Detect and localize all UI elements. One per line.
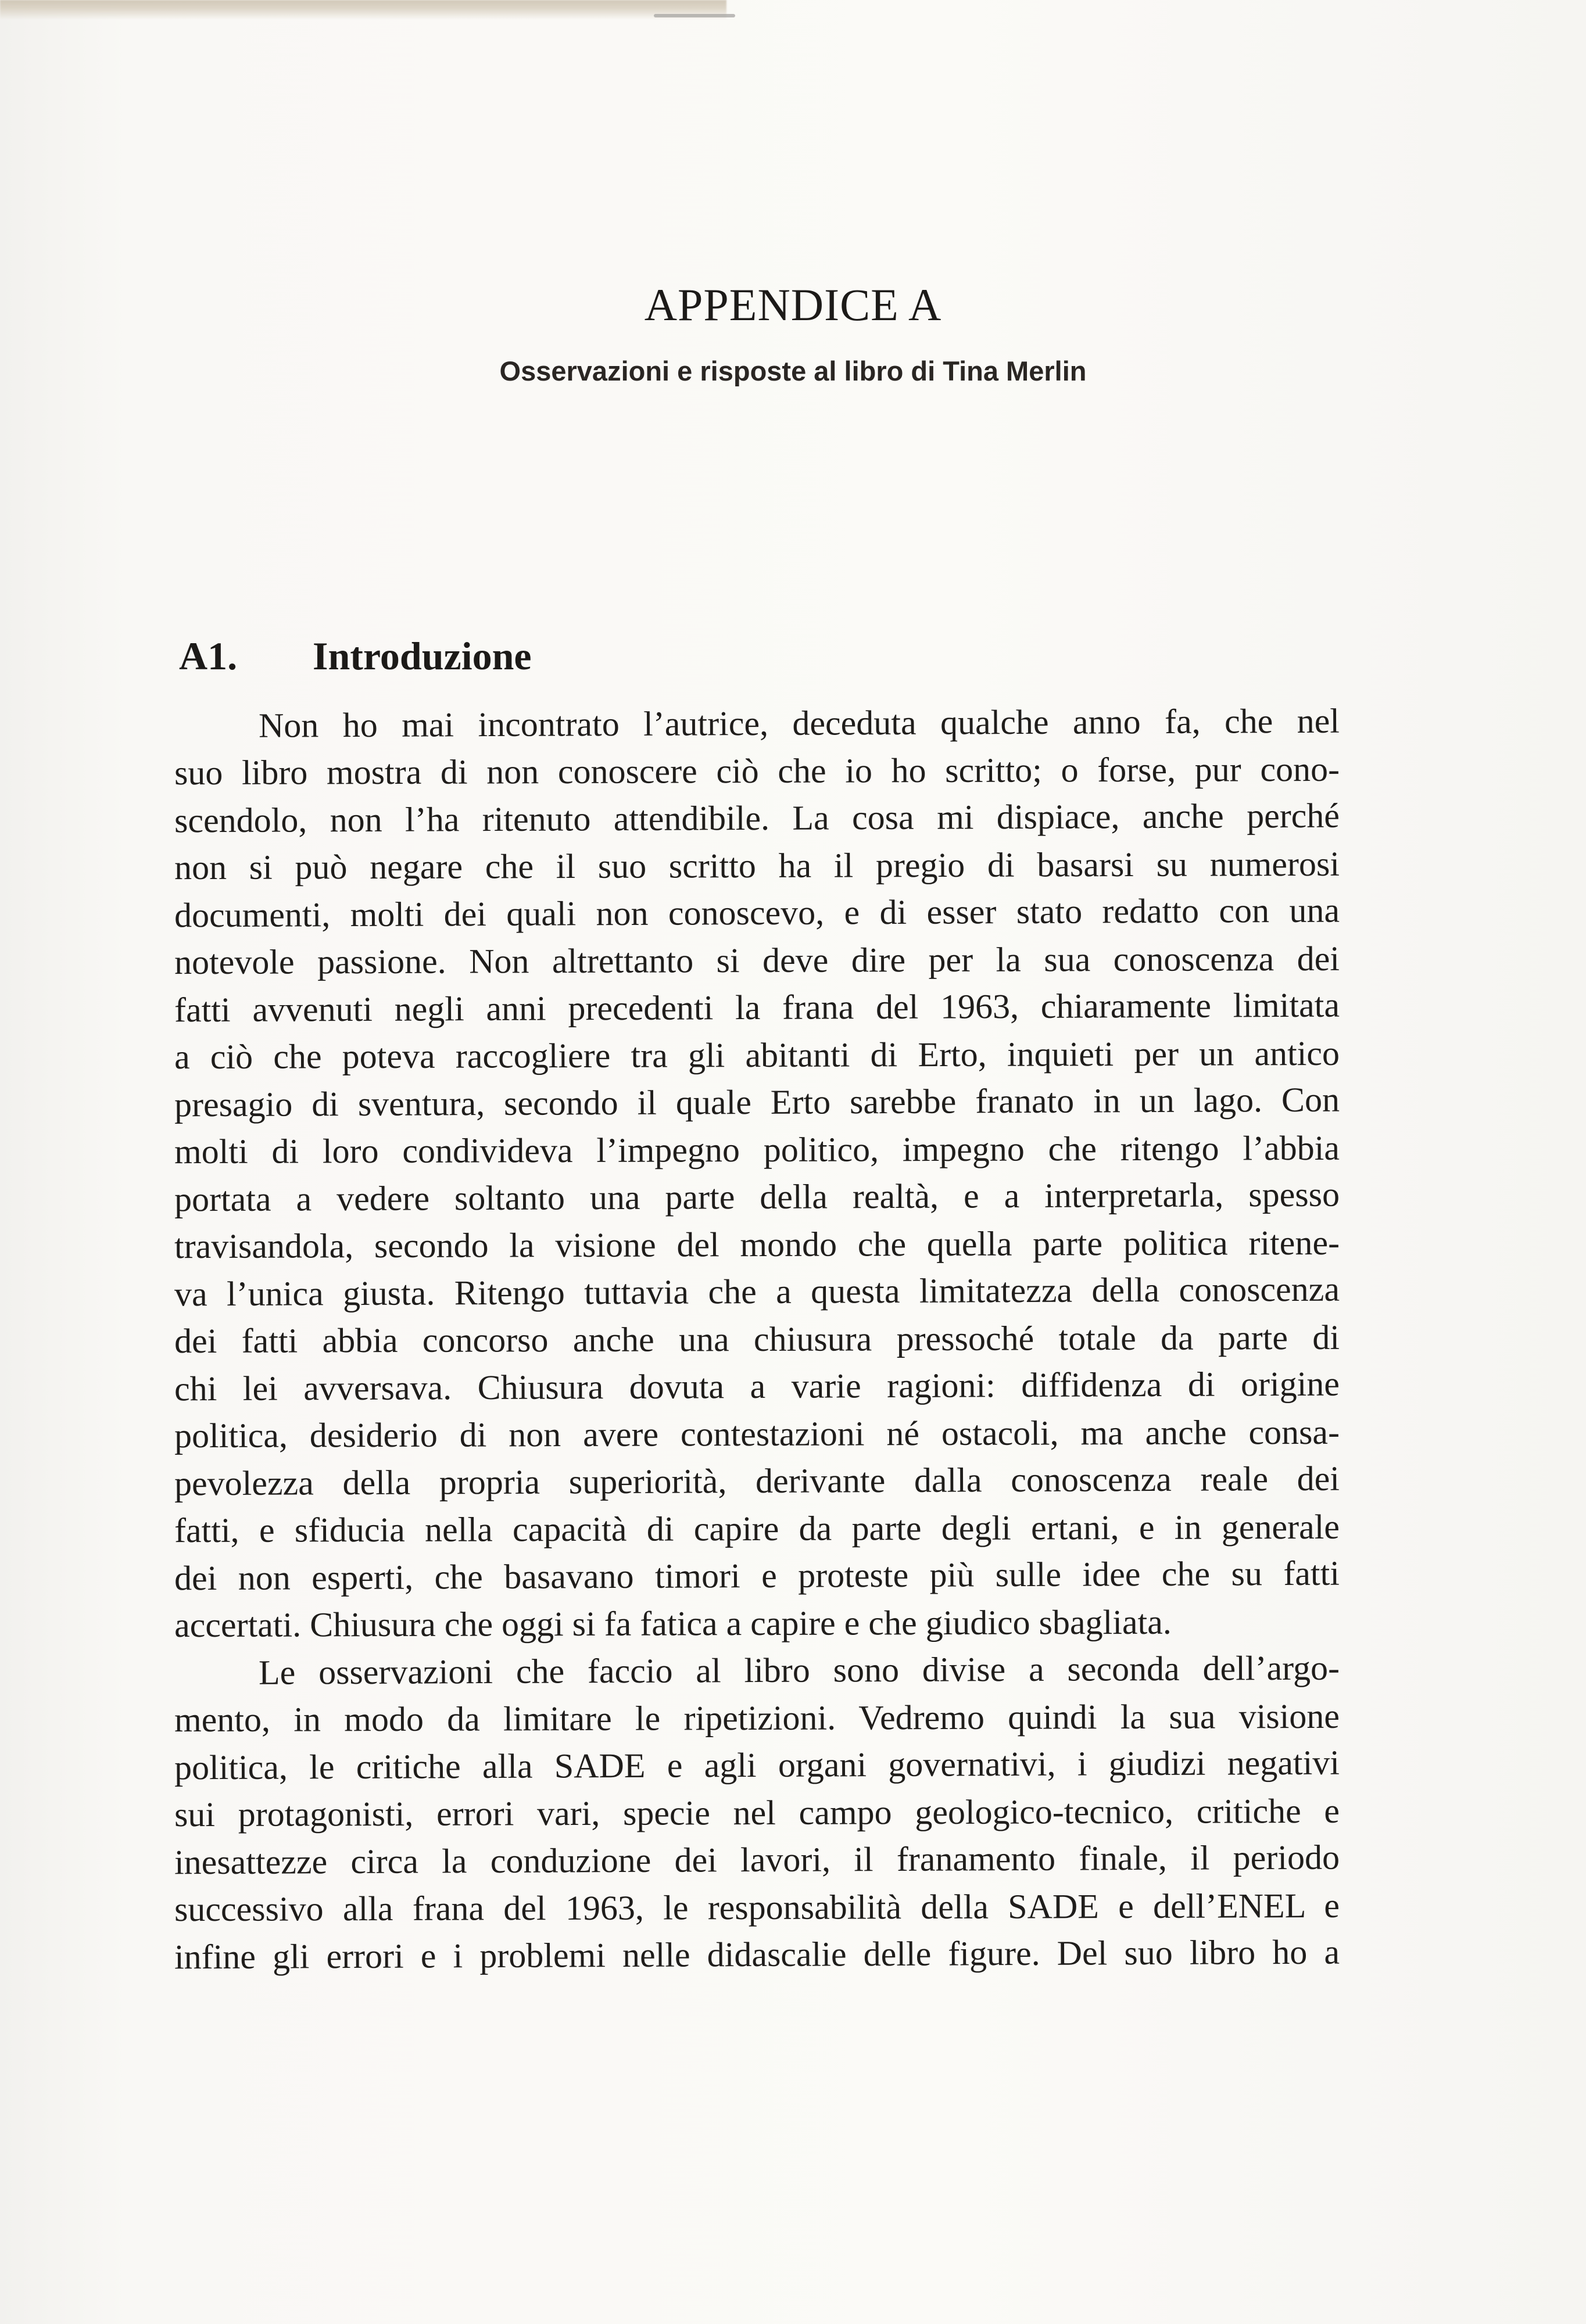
body-line: dei fatti abbia concorso anche una chiusura pressoché totale da parte di bbox=[174, 1318, 1340, 1360]
body-line: presagio di sventura, secondo il quale Erto sarebbe franato in un lago. Con bbox=[174, 1080, 1340, 1124]
appendix-title: APPENDICE A bbox=[644, 279, 942, 330]
body-line: notevole passione. Non altrettanto si deve dire per la sua conoscenza dei bbox=[174, 939, 1340, 981]
body-line: pevolezza della propria superiorità, derivante dalla conoscenza reale dei bbox=[174, 1459, 1340, 1503]
body-line: a ciò che poteva raccogliere tra gli abitanti di Erto, inquieti per un antico bbox=[174, 1034, 1340, 1076]
body-line: politica, le critiche alla SADE e agli organi governativi, i giudizi negativi bbox=[174, 1743, 1340, 1787]
body-line: va l’unica giusta. Ritengo tuttavia che a questa limitatezza della conoscenza bbox=[174, 1269, 1340, 1314]
body-line: Le osservazioni che faccio al libro sono divise a seconda dell’argo- bbox=[258, 1648, 1340, 1692]
section-title: Introduzione bbox=[313, 634, 532, 678]
body-line: non si può negare che il suo scritto ha il pregio di basarsi su numerosi bbox=[174, 844, 1340, 887]
appendix-subtitle: Osservazioni e risposte al libro di Tina Merlin bbox=[499, 356, 1087, 386]
body-line: travisandola, secondo la visione del mondo che quella parte politica ritene- bbox=[174, 1223, 1340, 1265]
body-line: dei non esperti, che basavano timori e proteste più sulle idee che su fatti bbox=[174, 1554, 1340, 1598]
body-line: Non ho mai incontrato l’autrice, deceduta qualche anno fa, che nel bbox=[258, 701, 1340, 745]
body-line: suo libro mostra di non conoscere ciò che io ho scritto; o forse, pur cono- bbox=[174, 749, 1340, 792]
body-line: accertati. Chiusura che oggi si fa fatica a capire e che giudico sbagliata. bbox=[174, 1602, 1172, 1644]
page-edge-mark bbox=[654, 14, 735, 17]
body-line: inesattezze circa la conduzione dei lavori, il franamento finale, il periodo bbox=[174, 1838, 1340, 1882]
body-line: infine gli errori e i problemi nelle didascalie delle figure. Del suo libro ho a bbox=[174, 1932, 1340, 1977]
body-line: fatti, e sfiducia nella capacità di capire da parte degli ertani, e in generale bbox=[174, 1507, 1340, 1550]
page-edge-shadow bbox=[0, 0, 726, 20]
body-line: successivo alla frana del 1963, le responsabilità della SADE e dell’ENEL e bbox=[174, 1886, 1340, 1928]
body-line: documenti, molti dei quali non conoscevo, e di esser stato redatto con una bbox=[174, 891, 1340, 935]
body-line: fatti avvenuti negli anni precedenti la frana del 1963, chiaramente limitata bbox=[174, 985, 1340, 1030]
body-line: sui protagonisti, errori vari, specie nel campo geologico-tecnico, critiche e bbox=[174, 1791, 1340, 1834]
body-line: molti di loro condivideva l’impegno politico, impegno che ritengo l’abbia bbox=[174, 1128, 1340, 1171]
body-text bbox=[174, 700, 1340, 1979]
body-line: chi lei avversava. Chiusura dovuta a varie ragioni: diffidenza di origine bbox=[174, 1364, 1340, 1408]
body-line: scendolo, non l’ha ritenuto attendibile. La cosa mi dispiace, anche perché bbox=[174, 796, 1340, 840]
section-heading bbox=[179, 636, 532, 676]
body-line: portata a vedere soltanto una parte della realtà, e a interpretarla, spesso bbox=[174, 1175, 1340, 1219]
body-line: politica, desiderio di non avere contestazioni né ostacoli, ma anche consa- bbox=[174, 1412, 1340, 1455]
section-number: A1. bbox=[179, 634, 238, 678]
body-line: mento, in modo da limitare le ripetizioni. Vedremo quindi la sua visione bbox=[174, 1697, 1340, 1739]
